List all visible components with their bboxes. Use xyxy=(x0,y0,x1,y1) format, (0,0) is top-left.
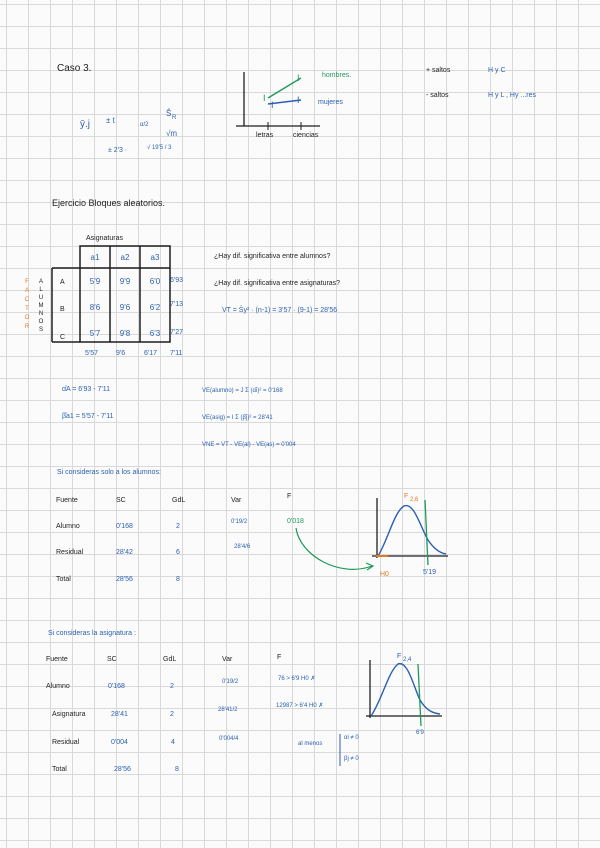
formula-sqrt-m: √m xyxy=(166,129,178,138)
formula-eval-sqrt: √ 19'5 / 3 xyxy=(147,145,172,151)
note-less-jumps-val: H y L , Hy ...res xyxy=(488,92,536,99)
anova2-row-var: 28'41/2 xyxy=(218,707,238,713)
anova2-header-gdl: GdL xyxy=(163,656,177,663)
variance-eq-vne: VNE = VT - VE(al) - VE(as) = 0'004 xyxy=(202,442,296,448)
marker-hombres-1: I xyxy=(263,93,266,103)
exercise-title: Ejercicio Bloques aleatorios. xyxy=(52,198,166,208)
anova2-row-source: Alumno xyxy=(46,683,70,690)
anova2-title: Si consideras la asignatura : xyxy=(48,630,136,637)
marker-hombres-2: I xyxy=(297,73,300,83)
f2-critical-value: 6'9 xyxy=(416,730,424,736)
variance-eq-alumno: VE(alumno) = J Σ (α̂i)² = 0'168 xyxy=(202,388,283,394)
note-more-jumps-val: H y C xyxy=(488,67,506,74)
anova2-row-gdl: 2 xyxy=(170,683,174,690)
plot-xlabel-ciencias: ciencias xyxy=(293,132,319,139)
col-header-a1: a1 xyxy=(90,252,100,262)
anova1-row-gdl: 6 xyxy=(176,549,180,556)
f2-label-sub: 2,4 xyxy=(403,657,412,663)
anova2-row-gdl: 8 xyxy=(175,766,179,773)
table-cell: 6'0 xyxy=(149,276,161,286)
formula-rhs-sub: R xyxy=(172,115,177,121)
variance-eq-asig: VE(asig) = I Σ (β̂j)² = 28'41 xyxy=(202,415,273,421)
table-cell: 5'9 xyxy=(89,276,101,286)
formula-lhs: ȳ.j xyxy=(80,119,90,130)
formula-eval-prefix: ± 2'3 · xyxy=(108,147,128,154)
anova2-f-result-2: 12987 > 6'4 H0 ✗ xyxy=(276,703,324,709)
row-mean-b: 7'13 xyxy=(170,301,184,308)
vt-formula: VT = Ŝy² · (n-1) = 3'57 · (9-1) = 28'56 xyxy=(222,307,338,314)
plot-series-mujeres: mujeres xyxy=(318,99,343,106)
col-header-a2: a2 xyxy=(120,252,130,262)
col-mean-a1: 5'57 xyxy=(85,350,99,357)
anova2-row-var: 0'004/4 xyxy=(219,736,239,742)
col-mean-a2: 9'6 xyxy=(116,350,126,357)
anova1-row-source: Residual xyxy=(56,549,84,556)
anova1-header-f: F xyxy=(287,493,292,500)
anova2-f-result-1: 76 > 6'9 H0 ✗ xyxy=(278,676,316,682)
formula-mid-sub: α/2 xyxy=(140,122,149,128)
conclusion-prefix: al menos xyxy=(298,741,323,747)
row-mean-c: 7'27 xyxy=(170,329,184,336)
row-header-a: A xyxy=(60,279,65,286)
f1-h0-label: H0 xyxy=(380,571,389,578)
case-title: Caso 3. xyxy=(57,63,92,74)
row-header-b: B xyxy=(60,306,65,313)
table-cell: 9'6 xyxy=(119,302,131,312)
table-cell: 6'2 xyxy=(149,302,161,312)
f1-label: F xyxy=(404,493,409,500)
alumnos-label: ALUMNOS xyxy=(38,279,44,333)
note-less-jumps: - saltos xyxy=(426,92,449,99)
f2-label: F xyxy=(397,653,402,660)
anova1-row-sc: 0'168 xyxy=(116,523,133,530)
formula-rhs: Ŝ xyxy=(166,109,172,118)
anova2-row-sc: 0'004 xyxy=(111,739,128,746)
marker-mujeres-2: I xyxy=(297,95,300,105)
anova1-header-var: Var xyxy=(231,497,242,504)
anova1-row-source: Alumno xyxy=(56,523,80,530)
table-cell: 8'6 xyxy=(89,302,101,312)
anova1-row-source: Total xyxy=(56,576,71,583)
anova1-row-var: 28'4/6 xyxy=(234,544,251,550)
question-alumnos: ¿Hay dif. significativa entre alumnos? xyxy=(214,253,331,260)
anova2-header-sc: SC xyxy=(107,656,117,663)
conclusion-beta: βj ≠ 0 xyxy=(344,756,359,762)
f1-critical-value: 5'19 xyxy=(423,569,437,576)
anova1-row-gdl: 8 xyxy=(176,576,180,583)
formula-mid: ± t xyxy=(106,116,115,125)
anova1-f-value: 0'018 xyxy=(287,518,304,525)
anova2-row-gdl: 4 xyxy=(171,739,175,746)
anova1-row-sc: 28'42 xyxy=(116,549,133,556)
anova1-title: Si consideras solo a los alumnos: xyxy=(57,469,161,476)
question-asignaturas: ¿Hay dif. significativa entre asignaturas? xyxy=(214,280,341,287)
anova1-row-var: 0'19/2 xyxy=(231,519,248,525)
anova2-header-f: F xyxy=(277,654,282,661)
factor-label: FACTOR xyxy=(24,279,30,330)
row-mean-a: 6'93 xyxy=(170,277,184,284)
table-cell: 9'8 xyxy=(119,328,131,338)
marker-mujeres-1: I xyxy=(271,100,274,110)
anova2-row-var: 0'19/2 xyxy=(222,679,239,685)
table-cell: 6'3 xyxy=(149,328,161,338)
anova1-row-sc: 28'56 xyxy=(116,576,133,583)
table-cell: 5'7 xyxy=(89,328,101,338)
table-header-group: Asignaturas xyxy=(86,235,123,242)
effect-beta: β̂a1 = 5'57 - 7'11 xyxy=(62,413,114,420)
anova1-header-sc: SC xyxy=(116,497,126,504)
table-cell: 9'9 xyxy=(119,276,131,286)
anova2-row-gdl: 2 xyxy=(170,711,174,718)
anova1-header-fuente: Fuente xyxy=(56,497,78,504)
f1-label-sub: 2,6 xyxy=(410,497,419,503)
note-more-jumps: + saltos xyxy=(426,67,451,74)
anova1-row-gdl: 2 xyxy=(176,523,180,530)
col-header-a3: a3 xyxy=(150,252,160,262)
anova2-row-source: Residual xyxy=(52,739,80,746)
anova2-row-sc: 28'41 xyxy=(111,711,128,718)
plot-series-hombres: hombres. xyxy=(322,72,352,79)
anova2-row-sc: 28'56 xyxy=(114,766,131,773)
plot-xlabel-letras: letras xyxy=(256,132,274,139)
col-mean-a3: 6'17 xyxy=(144,350,158,357)
anova2-header-var: Var xyxy=(222,656,233,663)
conclusion-alpha: αi ≠ 0 xyxy=(344,735,359,741)
anova1-header-gdl: GdL xyxy=(172,497,186,504)
anova2-row-sc: 0'168 xyxy=(108,683,125,690)
grand-mean: 7'11 xyxy=(170,350,183,357)
row-header-c: C xyxy=(60,334,66,341)
anova2-row-source: Total xyxy=(52,766,67,773)
effect-alpha: α̂A = 6'93 - 7'11 xyxy=(62,386,111,393)
anova2-header-fuente: Fuente xyxy=(46,656,68,663)
anova2-row-source: Asignatura xyxy=(52,711,86,718)
